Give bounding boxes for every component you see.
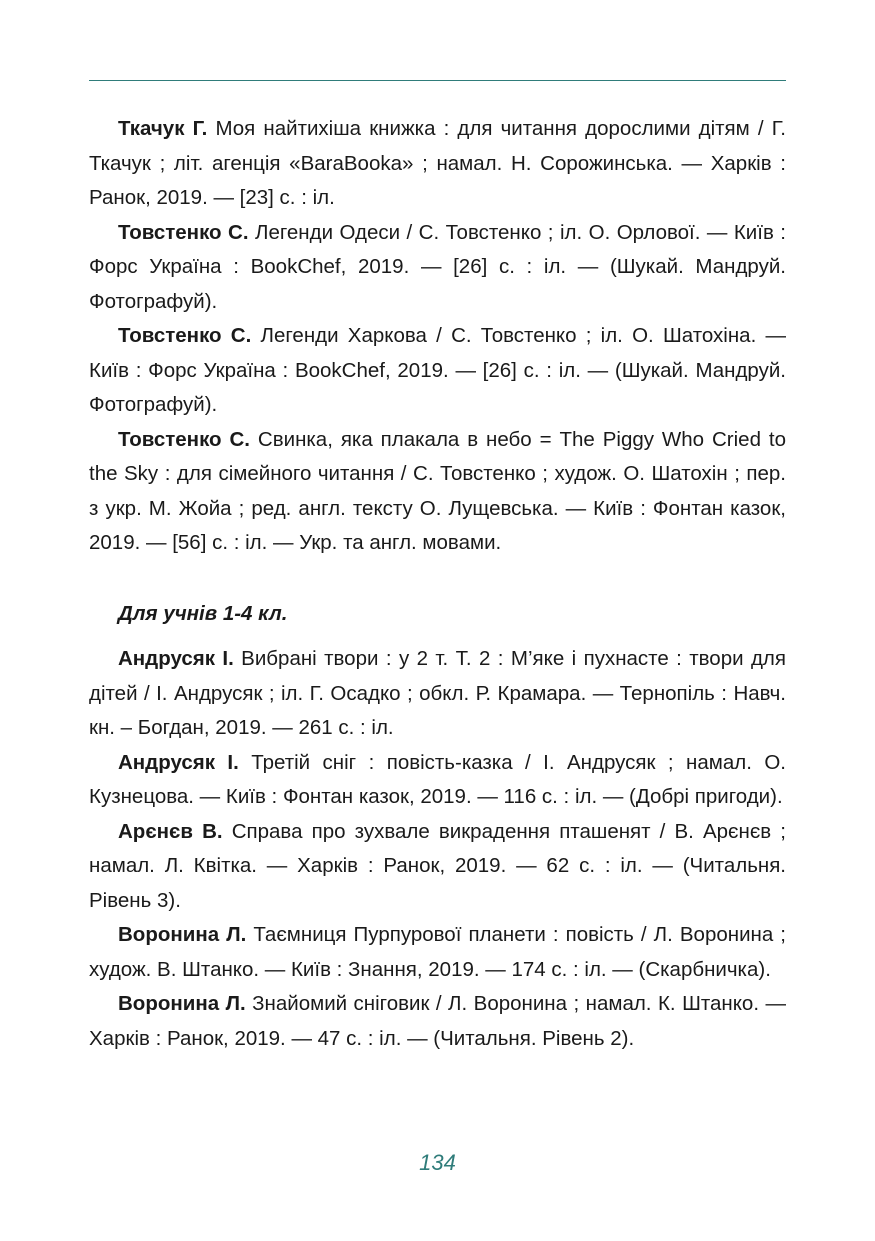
page-number: 134 bbox=[419, 1150, 456, 1175]
bibliography-entry bbox=[89, 112, 786, 216]
entry-author: Товстенко С. bbox=[118, 324, 252, 347]
entry-text: Третій сніг : повість-казка / І. Андрусяк ; намал. О. Кузнецова. — Київ : Фонтан казок, 2019. — 116 с. : іл. — (Добрі пригоди). bbox=[89, 750, 786, 808]
section-heading: Для учнів 1-4 кл. bbox=[118, 601, 288, 625]
header-rule bbox=[89, 80, 786, 81]
entry-author: Андрусяк І. bbox=[118, 750, 239, 774]
entry-text: Вибрані твори : у 2 т. Т. 2 : М’яке і пухнасте : твори для дітей / І. Андрусяк ; іл. Г. Осадко ; обкл. Р. Крамара. — Тернопіль : Навч. кн. – Богдан, 2019. — 261 с. : іл. bbox=[89, 647, 786, 739]
entry-author: Арєнєв В. bbox=[118, 819, 223, 843]
bibliography-entry bbox=[89, 815, 786, 919]
bibliography-entry bbox=[89, 216, 786, 320]
bibliography-entry bbox=[89, 987, 786, 1056]
bibliography-entry bbox=[89, 642, 786, 746]
entry-author: Ткачук Г. bbox=[118, 117, 208, 140]
entry-author: Воронина Л. bbox=[118, 992, 246, 1015]
entry-text: Легенди Одеси / С. Товстенко ; іл. О. Орлової. — Київ : Форс Україна : BookChef, 2019. — [26] с. : іл. — (Шукай. Мандруй. Фотографуй). bbox=[89, 220, 786, 313]
entry-text: Таємниця Пурпурової планети : повість / Л. Воронина ; худож. В. Штанко. — Київ : Знання, 2019. — 174 с. : іл. — (Скарбничка). bbox=[89, 923, 786, 981]
entry-author: Андрусяк І. bbox=[118, 647, 234, 670]
entry-author: Воронина Л. bbox=[118, 923, 247, 946]
entry-text: Моя найтихіша книжка : для читання дорослими дітям / Г. Ткачук ; літ. агенція «BaraBooka» ; намал. Н. Сорожинська. — Харків : Ранок, 2019. — [23] с. : іл. bbox=[89, 117, 786, 209]
entry-text: Свинка, яка плакала в небо = The Piggy Who Cried to the Sky : для сімейного читання / С. Товстенко ; худож. О. Шатохін ; пер. з укр. М. Жойа ; ред. англ. тексту О. Лущевська. — Київ : Фонтан казок, 2019. — [56] с. : іл. — Укр. та англ. мовами. bbox=[89, 427, 786, 554]
entry-text: Легенди Харкова / С. Товстенко ; іл. О. Шатохіна. — Київ : Форс Україна : BookChef, 2019. — [26] с. : іл. — (Шукай. Мандруй. Фотографуй). bbox=[89, 324, 786, 416]
bibliography-entry bbox=[89, 918, 786, 987]
bibliography-entry bbox=[89, 319, 786, 423]
bibliography-entry bbox=[89, 746, 786, 815]
bibliography-entry bbox=[89, 423, 786, 561]
entry-text: Справа про зухвале викрадення пташенят / В. Арєнєв ; намал. Л. Квітка. — Харків : Ранок, 2019. — 62 с. : іл. — (Читальня. Рівень 3). bbox=[89, 819, 787, 912]
entry-author: Товстенко С. bbox=[118, 220, 249, 244]
page-body bbox=[89, 112, 786, 1056]
entry-text: Знайомий сніговик / Л. Воронина ; намал. К. Штанко. — Харків : Ранок, 2019. — 47 с. : іл. — (Читальня. Рівень 2). bbox=[89, 992, 786, 1050]
entry-author: Товстенко С. bbox=[118, 427, 250, 451]
